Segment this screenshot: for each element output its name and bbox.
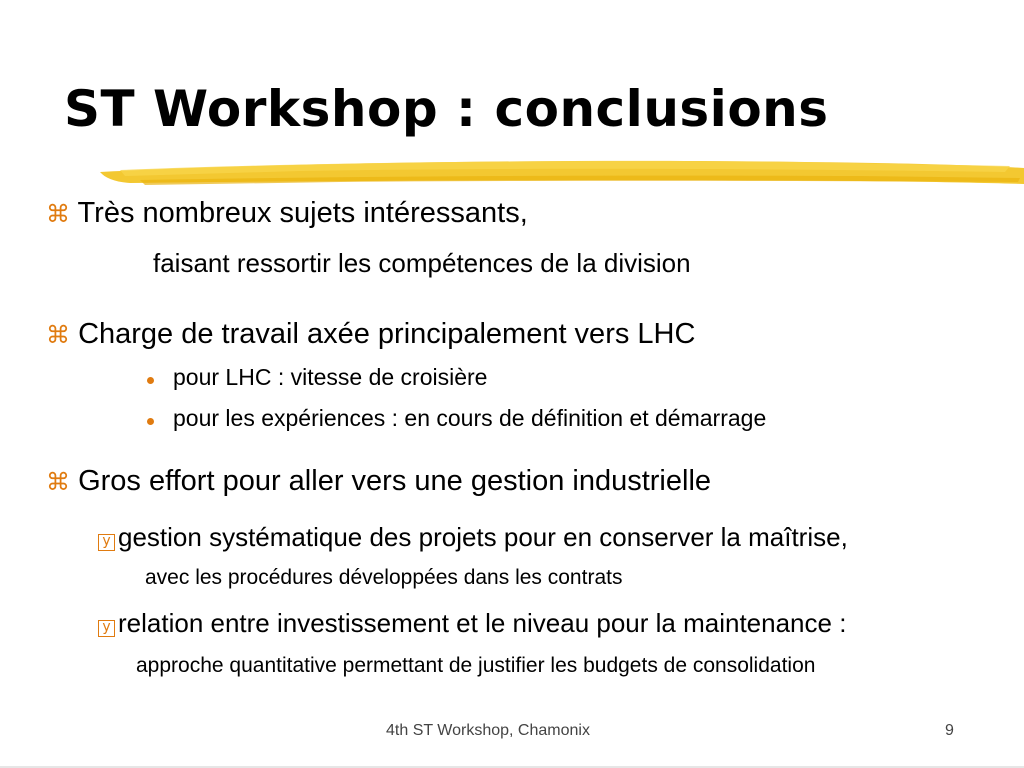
bullet-point-1-continuation: faisant ressortir les compétences de la division — [153, 248, 691, 278]
sub-item-project-management — [98, 522, 848, 553]
bullet-dot-icon — [147, 418, 154, 425]
place-of-interest-bullet-icon: ⌘ — [46, 322, 70, 349]
checkbox-y-bullet-icon: y — [98, 620, 115, 637]
footer-event-name: 4th ST Workshop, Chamonix — [386, 722, 590, 739]
bullet-point-1-text: Très nombreux sujets intéressants, — [77, 197, 528, 229]
place-of-interest-bullet-icon: ⌘ — [46, 201, 70, 228]
bullet-point-2 — [46, 318, 695, 351]
sub-item-project-management-continuation: avec les procédures développées dans les contrats — [145, 566, 623, 589]
sub-item-investment-maintenance-text: relation entre investissement et le niveau pour la maintenance : — [118, 608, 847, 638]
bullet-dot-icon — [147, 377, 154, 384]
sub-bullet-experiments: pour les expériences : en cours de définition et démarrage — [173, 405, 767, 431]
bullet-point-1 — [46, 197, 528, 230]
footer-page-number: 9 — [945, 722, 954, 739]
sub-bullet-lhc-speed: pour LHC : vitesse de croisière — [173, 364, 488, 390]
sub-item-investment-maintenance — [98, 608, 846, 639]
bullet-point-3 — [46, 465, 711, 498]
sub-item-investment-maintenance-continuation: approche quantitative permettant de justifier les budgets de consolidation — [136, 654, 816, 677]
slide-title: ST Workshop : conclusions — [64, 80, 829, 138]
sub-item-project-management-text: gestion systématique des projets pour en conserver la maîtrise, — [118, 522, 848, 552]
checkbox-y-bullet-icon: y — [98, 534, 115, 551]
bullet-point-2-text: Charge de travail axée principalement vers LHC — [78, 318, 696, 350]
bullet-point-3-text: Gros effort pour aller vers une gestion industrielle — [78, 465, 712, 497]
title-underline-brush-stroke — [100, 150, 1024, 190]
place-of-interest-bullet-icon: ⌘ — [46, 469, 70, 496]
